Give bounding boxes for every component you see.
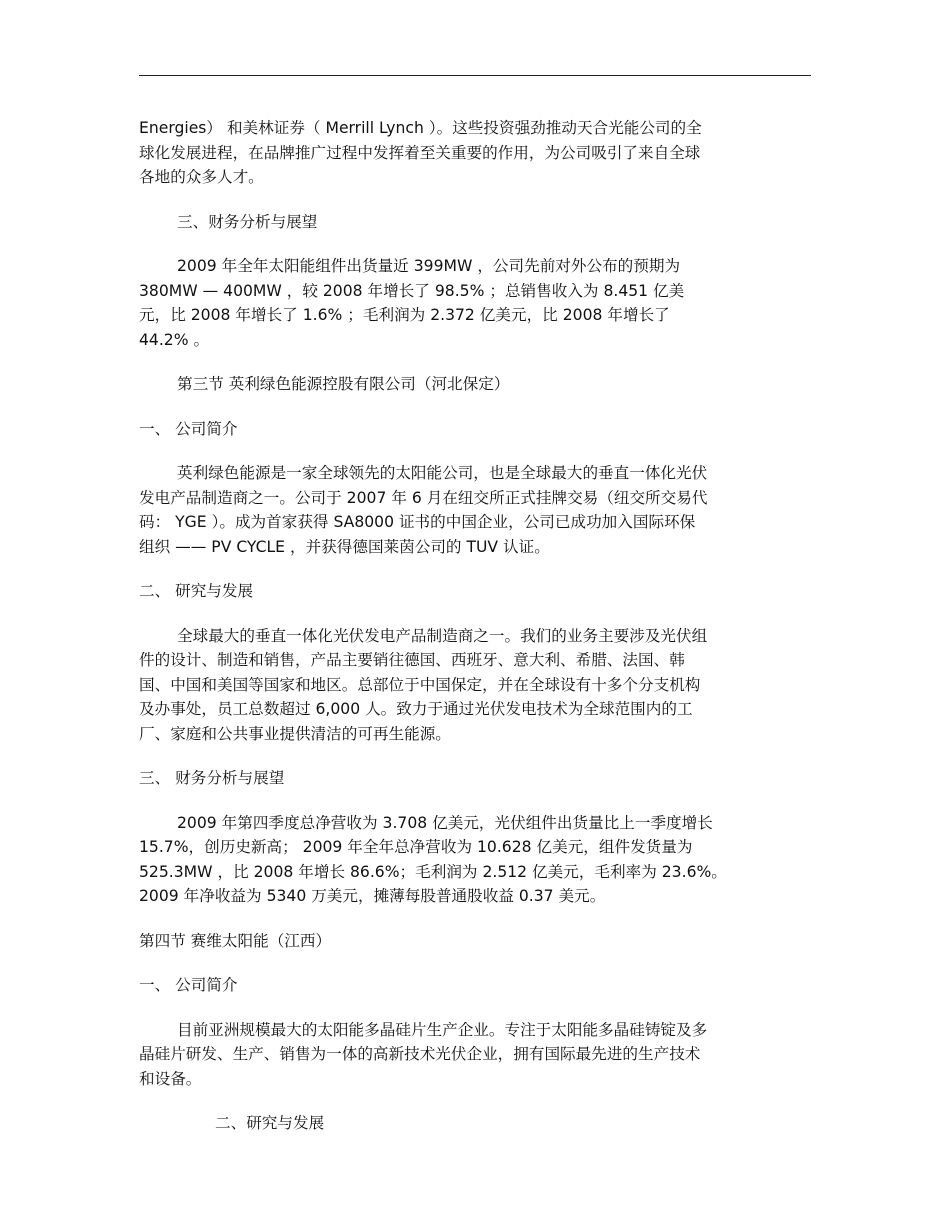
- yingli-intro-heading: 一、 公司简介: [139, 419, 238, 438]
- header-rule: [139, 75, 811, 76]
- ldk-intro-paragraph: 目前亚洲规模最大的太阳能多晶硅片生产企业。专注于太阳能多晶硅铸锭及多 晶硅片研发、生产、销售为一体的高新技术光伏企业，拥有国际最先进的生产技术 和设备。: [139, 1020, 708, 1088]
- trina-finance-paragraph: 2009 年全年太阳能组件出货量近 399MW ，公司先前对外公布的预期为 380MW — 400MW ，较 2008 年增长了 98.5% ；总销售收入为 8.451 亿美 元，比 2008 年增长了 1.6% ；毛利润为 2.372 亿美元，比 2008 年增长了 44.2% 。: [139, 257, 685, 349]
- intro-continuation-paragraph: Energies） 和美林证券（ Merrill Lynch ）。这些投资强劲推动天合光能公司的全 球化发展进程，在品牌推广过程中发挥着至关重要的作用，为公司吸引了来自全球 各地的众多人才。: [139, 119, 702, 186]
- ldk-rd-heading: 二、研究与发展: [215, 1114, 325, 1132]
- yingli-finance-paragraph: 2009 年第四季度总净营收为 3.708 亿美元，光伏组件出货量比上一季度增长 15.7%，创历史新高； 2009 年全年总净营收为 10.628 亿美元，组件发货量为 525.3MW ，比 2008 年增长 86.6%；毛利润为 2.512 亿美元，毛利率为 23.6%。 2009 年净收益为 5340 万美元，摊薄每股普通股收益 0.37 美元。: [139, 813, 727, 905]
- trina-finance-heading: 三、财务分析与展望: [177, 212, 318, 231]
- section-3-title: 第三节 英利绿色能源控股有限公司（河北保定）: [177, 375, 510, 393]
- section-4-title: 第四节 赛维太阳能（江西）: [139, 931, 332, 950]
- ldk-intro-heading: 一、 公司简介: [139, 976, 238, 994]
- yingli-rd-heading: 二、 研究与发展: [139, 582, 254, 600]
- document-body: [139, 116, 801, 1136]
- yingli-intro-paragraph: 英利绿色能源是一家全球领先的太阳能公司，也是全球最大的垂直一体化光伏 发电产品制造商之一。公司于 2007 年 6 月在纽交所正式挂牌交易（纽交所交易代 码： YGE ）。成为首家获得 SA8000 证书的中国企业，公司已成功加入国际环保 组织 —— PV CYCLE ，并获得德国莱茵公司的 TUV 认证。: [139, 464, 708, 556]
- yingli-rd-paragraph: 全球最大的垂直一体化光伏发电产品制造商之一。我们的业务主要涉及光伏组 件的设计、制造和销售，产品主要销往德国、西班牙、意大利、希腊、法国、韩 国、中国和美国等国家和地区。总部位于中国保定，并在全球设有十多个分支机构 及办事处，员工总数超过 6,000 人。致力于通过光伏发电技术为全球范围内的工 厂、家庭和公共事业提供清洁的可再生能源。: [139, 626, 708, 743]
- yingli-finance-heading: 三、 财务分析与展望: [139, 769, 285, 787]
